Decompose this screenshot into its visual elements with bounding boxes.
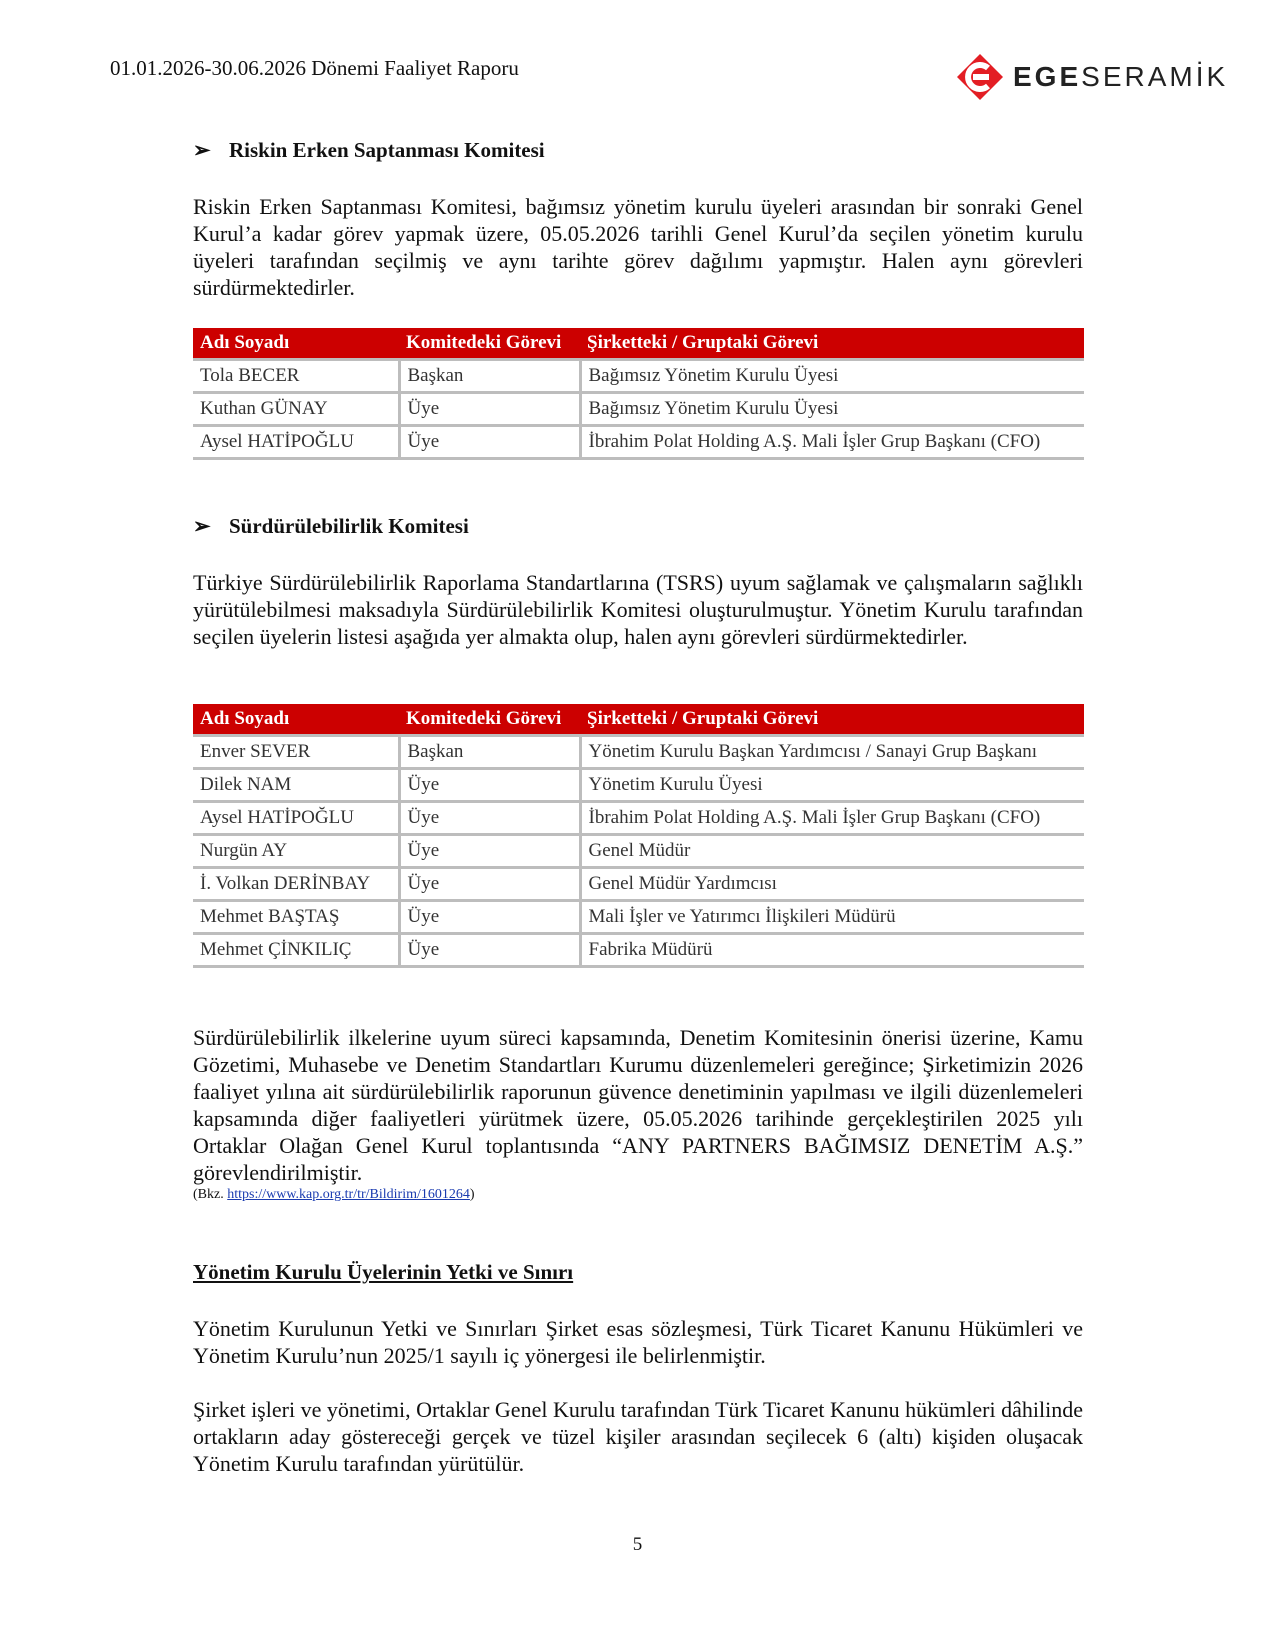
committee-role: Üye <box>399 426 580 459</box>
column-header-committee-role: Komitedeki Görevi <box>399 704 580 736</box>
company-role: Mali İşler ve Yatırımcı İlişkileri Müdürü <box>580 901 1084 934</box>
committee-role: Başkan <box>399 360 580 393</box>
table-row <box>193 835 1084 868</box>
kap-disclosure-link[interactable]: https://www.kap.org.tr/tr/Bildirim/1601264 <box>227 1187 470 1202</box>
company-role: İbrahim Polat Holding A.Ş. Mali İşler Grup Başkanı (CFO) <box>580 426 1084 459</box>
table-row <box>193 802 1084 835</box>
arrowhead-bullet-icon: ➢ <box>193 514 211 538</box>
board-authority-paragraph: Yönetim Kurulunun Yetki ve Sınırları Şirket esas sözleşmesi, Türk Ticaret Kanunu Hükümleri ve Yönetim Kurulu’nun 2025/1 sayılı iç yönergesi ile belirlenmiştir. <box>193 1316 1083 1368</box>
member-name: İ. Volkan DERİNBAY <box>193 868 399 901</box>
member-name: Aysel HATİPOĞLU <box>193 426 399 459</box>
board-management-paragraph: Şirket işleri ve yönetimi, Ortaklar Genel Kurulu tarafından Türk Ticaret Kanunu hükümleri dâhilinde ortakların aday göstereceği gerçek ve tüzel kişiler arasından seçilecek 6 (altı) kişiden oluşacak Yönetim Kurulu tarafından yürütülür. <box>193 1397 1083 1476</box>
sustainability-committee-paragraph: Türkiye Sürdürülebilirlik Raporlama Standartlarına (TSRS) uyum sağlamak ve çalışmaların sağlıklı yürütülebilmesi maksadıyla Sürdürülebilirlik Komitesi oluşturulmuştur. Yönetim Kurulu tarafından seçilen üyelerin listesi aşağıda yer almakta olup, halen aynı görevleri sürdürmektedirler. <box>193 570 1083 649</box>
column-header-name: Adı Soyadı <box>193 704 399 736</box>
table-row <box>193 934 1084 967</box>
company-role: İbrahim Polat Holding A.Ş. Mali İşler Grup Başkanı (CFO) <box>580 802 1084 835</box>
company-logo <box>955 52 1229 104</box>
member-name: Tola BECER <box>193 360 399 393</box>
committee-role: Üye <box>399 393 580 426</box>
member-name: Dilek NAM <box>193 769 399 802</box>
table-row <box>193 360 1084 393</box>
table-header-row <box>193 704 1084 736</box>
company-role: Fabrika Müdürü <box>580 934 1084 967</box>
committee-role: Üye <box>399 835 580 868</box>
logo-mark-icon <box>955 52 1005 102</box>
sustainability-committee-table <box>193 704 1084 968</box>
table-row <box>193 868 1084 901</box>
logo-wordmark: EGESERAMİK <box>1013 61 1229 92</box>
column-header-company-role: Şirketteki / Gruptaki Görevi <box>580 328 1084 360</box>
table-row <box>193 393 1084 426</box>
company-role: Bağımsız Yönetim Kurulu Üyesi <box>580 393 1084 426</box>
committee-role: Başkan <box>399 736 580 769</box>
member-name: Mehmet ÇİNKILIÇ <box>193 934 399 967</box>
committee-role: Üye <box>399 934 580 967</box>
company-role: Genel Müdür <box>580 835 1084 868</box>
risk-committee-paragraph: Riskin Erken Saptanması Komitesi, bağımsız yönetim kurulu üyeleri arasından bir sonraki Genel Kurul’a kadar görev yapmak üzere, 05.05.2026 tarihli Genel Kurul’da seçilen yönetim kurulu üyeleri tarafından seçilmiş ve aynı tarihte görev dağılımı yapmıştır. Halen aynı görevleri sürdürmektedirler. <box>193 194 1083 300</box>
report-title: 01.01.2026-30.06.2026 Dönemi Faaliyet Raporu <box>110 56 519 80</box>
company-role: Yönetim Kurulu Üyesi <box>580 769 1084 802</box>
table-header-row <box>193 328 1084 360</box>
column-header-committee-role: Komitedeki Görevi <box>399 328 580 360</box>
member-name: Kuthan GÜNAY <box>193 393 399 426</box>
committee-role: Üye <box>399 868 580 901</box>
member-name: Mehmet BAŞTAŞ <box>193 901 399 934</box>
reference-note: (Bkz. https://www.kap.org.tr/tr/Bildirim/1601264) <box>193 1187 475 1202</box>
table-row <box>193 769 1084 802</box>
company-role: Yönetim Kurulu Başkan Yardımcısı / Sanayi Grup Başkanı <box>580 736 1084 769</box>
member-name: Enver SEVER <box>193 736 399 769</box>
company-role: Bağımsız Yönetim Kurulu Üyesi <box>580 360 1084 393</box>
auditor-appointment-paragraph: Sürdürülebilirlik ilkelerine uyum süreci kapsamında, Denetim Komitesinin önerisi üzerine, Kamu Gözetimi, Muhasebe ve Denetim Standartları Kurumu düzenlemeleri gereğince; Şirketimizin 2026 faaliyet yılına ait sürdürülebilirlik raporunun güvence denetiminin yapılması ve ilgili düzenlemeleri kapsamında diğer faaliyetleri yürütmek üzere, 05.05.2026 tarihinde gerçekleştirilen 2025 yılı Ortaklar Olağan Genel Kurul toplantısında “ANY PARTNERS BAĞIMSIZ DENETİM A.Ş.” görevlendirilmiştir. <box>193 1025 1083 1185</box>
committee-role: Üye <box>399 802 580 835</box>
committee-role: Üye <box>399 769 580 802</box>
company-role: Genel Müdür Yardımcısı <box>580 868 1084 901</box>
column-header-company-role: Şirketteki / Gruptaki Görevi <box>580 704 1084 736</box>
table-row <box>193 901 1084 934</box>
section-heading-risk-committee: ➢ Riskin Erken Saptanması Komitesi <box>193 138 545 162</box>
section-heading-board-authority: Yönetim Kurulu Üyelerinin Yetki ve Sınırı <box>193 1260 574 1284</box>
member-name: Aysel HATİPOĞLU <box>193 802 399 835</box>
page-number: 5 <box>632 1534 643 1555</box>
committee-role: Üye <box>399 901 580 934</box>
risk-committee-table <box>193 328 1084 460</box>
table-row <box>193 426 1084 459</box>
table-row <box>193 736 1084 769</box>
section-heading-sustainability-committee: ➢ Sürdürülebilirlik Komitesi <box>193 514 469 538</box>
column-header-name: Adı Soyadı <box>193 328 399 360</box>
member-name: Nurgün AY <box>193 835 399 868</box>
arrowhead-bullet-icon: ➢ <box>193 138 211 162</box>
